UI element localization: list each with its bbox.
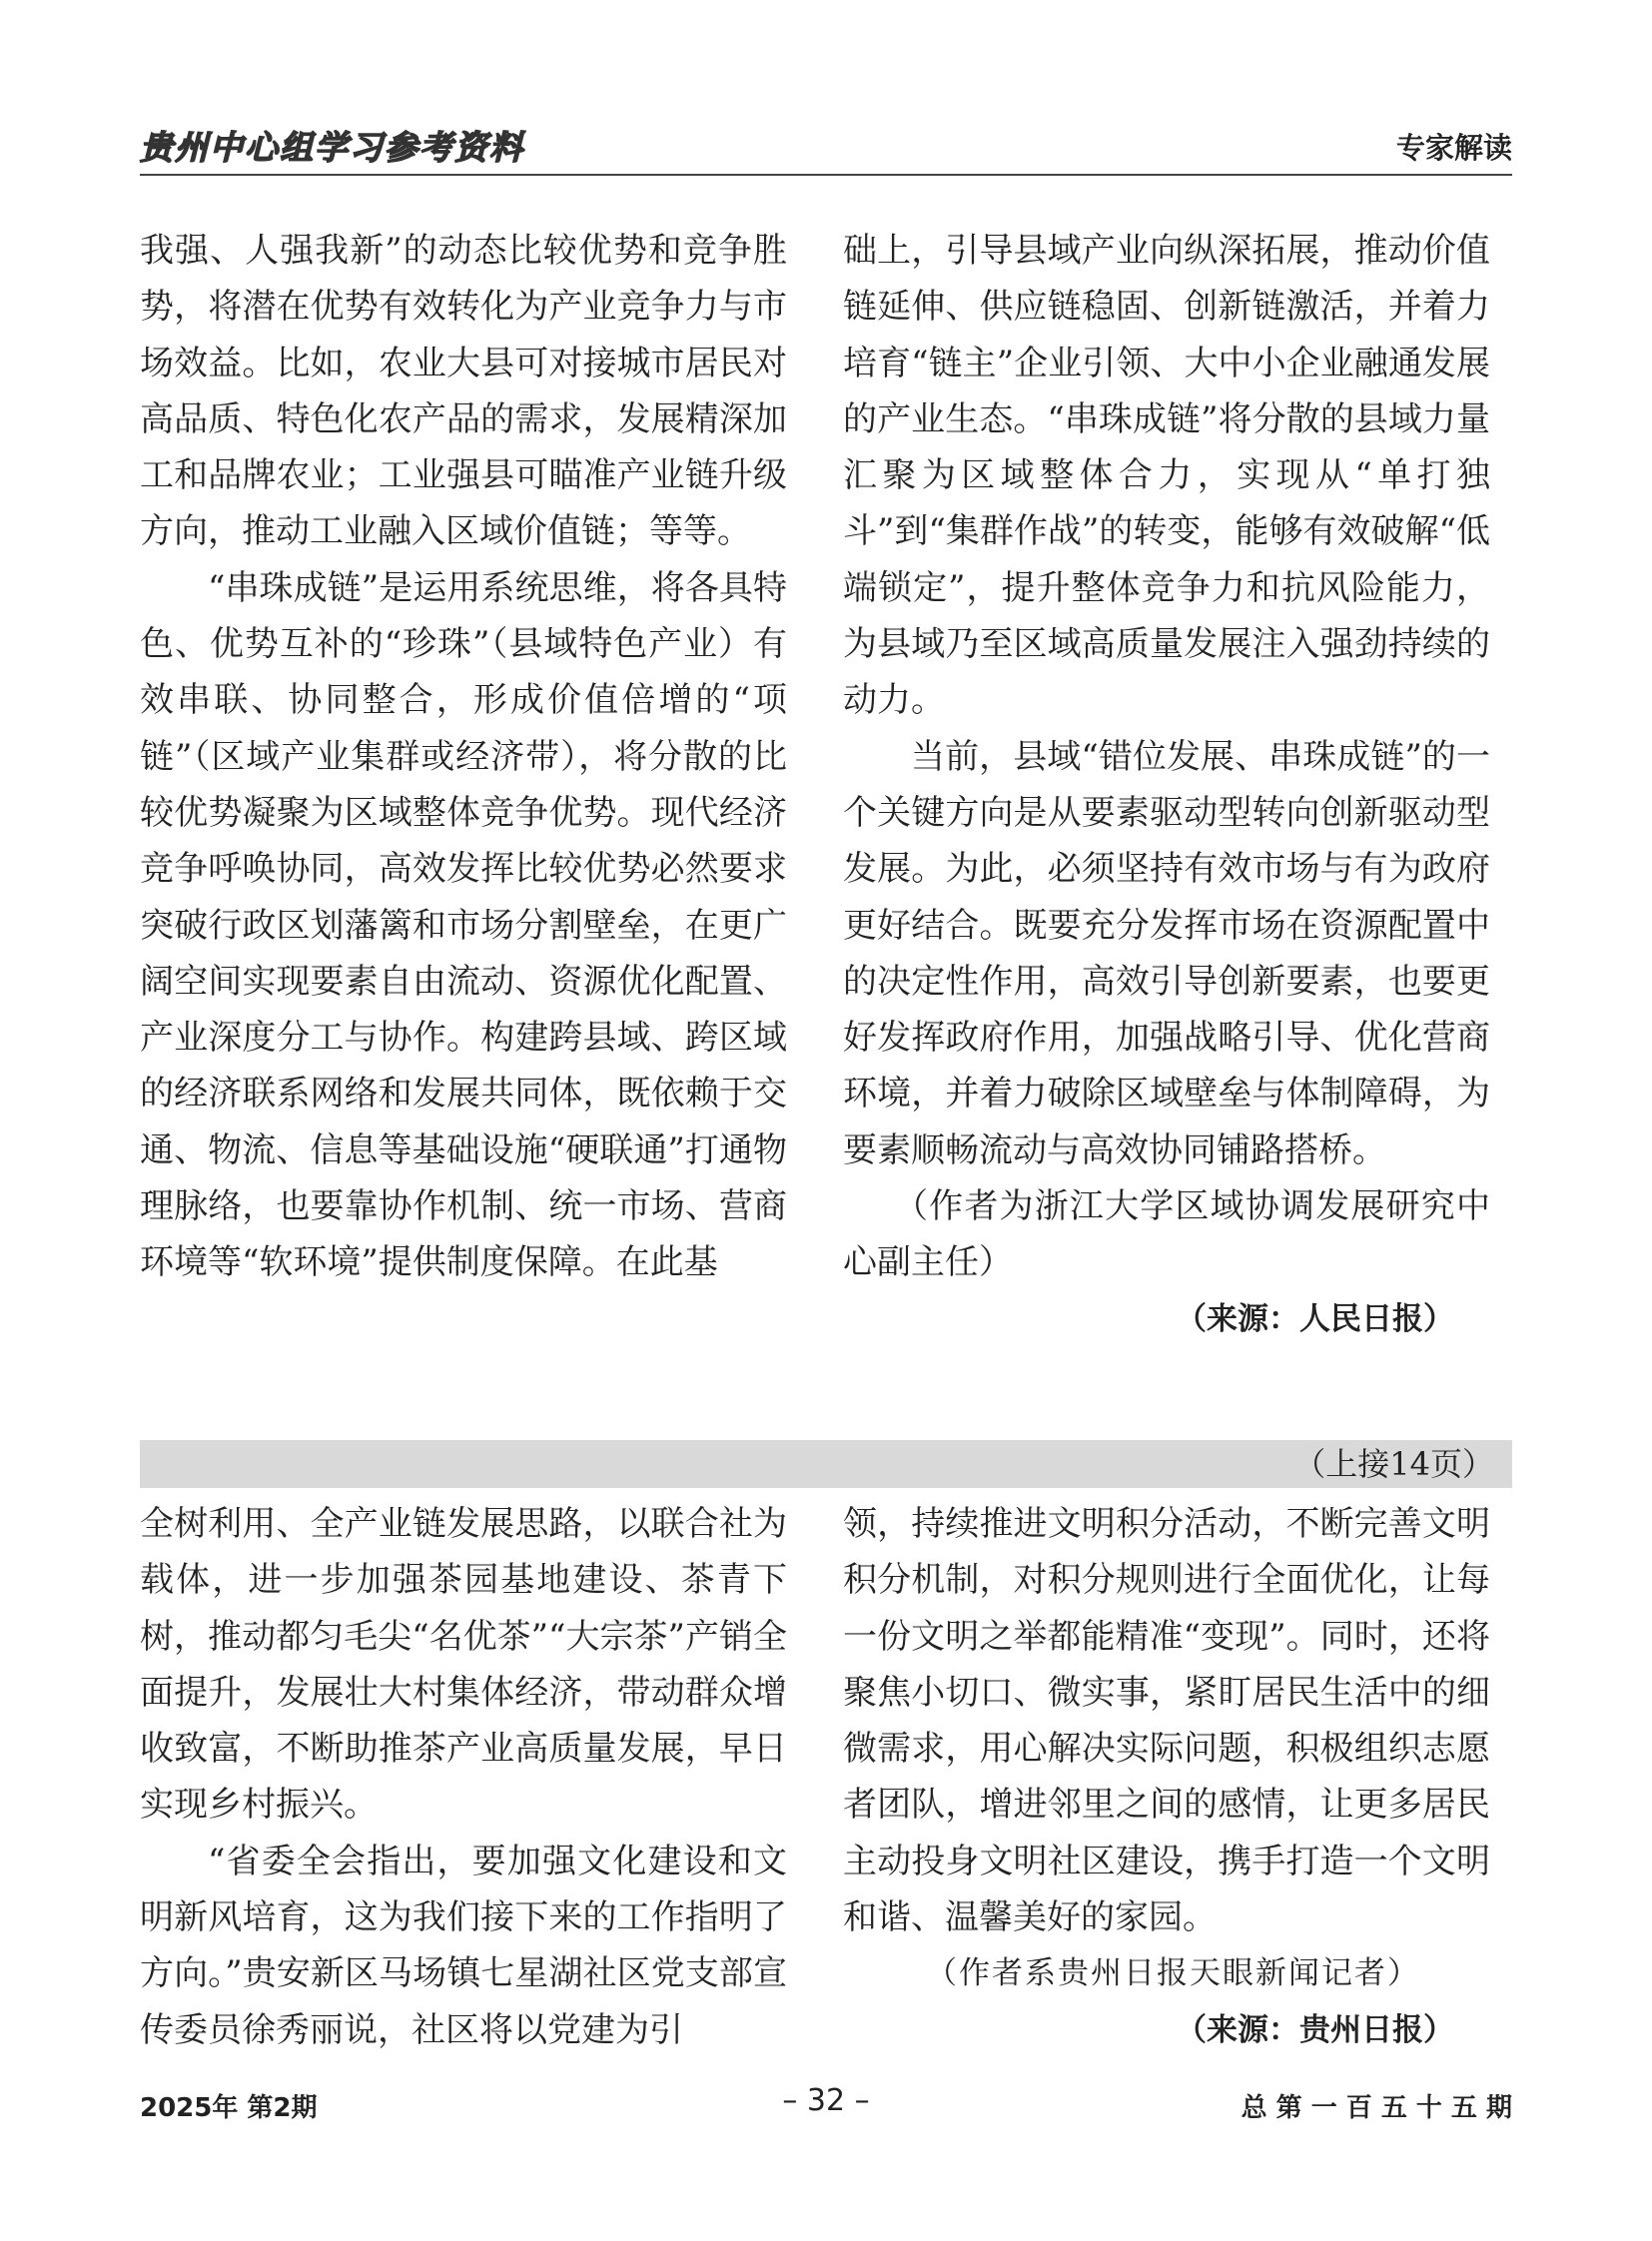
page-header xyxy=(140,118,1512,176)
paragraph: 础上，引导县域产业向纵深拓展，推动价值链延伸、供应链稳固、创新链激活，并着力培育“链主”企业引领、大中小企业融通发展的产业生态。“串珠成链”将分散的县域力量汇聚为区域整体合力，实现从“单打独斗”到“集群作战”的转变，能够有效破解“低端锁定”，提升整体竞争力和抗风险能力，为县域乃至区域高质量发展注入强劲持续的动力。 xyxy=(843,231,1490,721)
paragraph: 全树利用、全产业链发展思路，以联合社为载体，进一步加强茶园基地建设、茶青下树，推动都匀毛尖“名优茶”“大宗茶”产销全面提升，发展壮大村集体经济，带动群众增收致富，不断助推茶产业高质量发展，早日实现乡村振兴。 xyxy=(140,1504,787,1826)
journal-title: 贵州中心组学习参考资料 xyxy=(140,128,524,167)
author-byline: （作者系贵州日报天眼新闻记者） xyxy=(926,1955,1420,1992)
total-issue-number: 总 第 一 百 五 十 五 期 xyxy=(1240,2093,1512,2123)
author-byline: （作者为浙江大学区域协调发展研究中心副主任） xyxy=(843,1186,1490,1283)
section-label: 专家解读 xyxy=(1395,131,1512,165)
source-credit: （来源：人民日报） xyxy=(1176,1300,1454,1337)
paragraph: 当前，县域“错位发展、串珠成链”的一个关键方向是从要素驱动型转向创新驱动型发展。为此，必须坚持有效市场与有为政府更好结合。既要充分发挥市场在资源配置中的决定性作用，高效引导创新要素，也要更好发挥政府作用，加强战略引导、优化营商环境，并着力破除区域壁垒与体制障碍，为要素顺畅流动与高效协同铺路搭桥。 xyxy=(843,736,1490,1170)
article-top-column-1 xyxy=(140,223,787,1291)
continued-label: （上接14页） xyxy=(1293,1445,1494,1483)
continued-band xyxy=(140,1440,1512,1488)
source-credit: （来源：贵州日报） xyxy=(1176,2011,1454,2048)
article-bottom-column-2 xyxy=(843,1496,1490,2058)
page-number: – 32 – xyxy=(782,2083,870,2118)
paragraph: 领，持续推进文明积分活动，不断完善文明积分机制，对积分规则进行全面优化，让每一份文明之举都能精准“变现”。同时，还将聚焦小切口、微实事，紧盯居民生活中的细微需求，用心解决实际问题，积极组织志愿者团队，增进邻里之间的感情，让更多居民主动投身文明社区建设，携手打造一个文明和谐、温馨美好的家园。 xyxy=(843,1504,1490,1938)
paragraph: “串珠成链”是运用系统思维，将各具特色、优势互补的“珍珠”（县域特色产业）有效串联、协同整合，形成价值倍增的“项链”（区域产业集群或经济带），将分散的比较优势凝聚为区域整体竞争优势。现代经济竞争呼唤协同，高效发挥比较优势必然要求突破行政区划藩篱和市场分割壁垒，在更广阔空间实现要素自由流动、资源优化配置、产业深度分工与协作。构建跨县域、跨区域的经济联系网络和发展共同体，既依赖于交通、物流、信息等基础设施“硬联通”打通物理脉络，也要靠协作机制、统一市场、营商环境等“软环境”提供制度保障。在此基 xyxy=(140,567,787,1283)
paragraph: 我强、人强我新”的动态比较优势和竞争胜势，将潜在优势有效转化为产业竞争力与市场效益。比如，农业大县可对接城市居民对高品质、特色化农产品的需求，发展精深加工和品牌农业；工业强县可瞄准产业链升级方向，推动工业融入区域价值链；等等。 xyxy=(140,231,787,552)
paragraph: “省委全会指出，要加强文化建设和文明新风培育，这为我们接下来的工作指明了方向。”贵安新区马场镇七星湖社区党支部宣传委员徐秀丽说，社区将以党建为引 xyxy=(140,1841,787,2050)
article-bottom-column-1 xyxy=(140,1496,787,2058)
article-top-column-2 xyxy=(843,223,1490,1347)
issue-number: 2025年 第2期 xyxy=(140,2093,318,2123)
